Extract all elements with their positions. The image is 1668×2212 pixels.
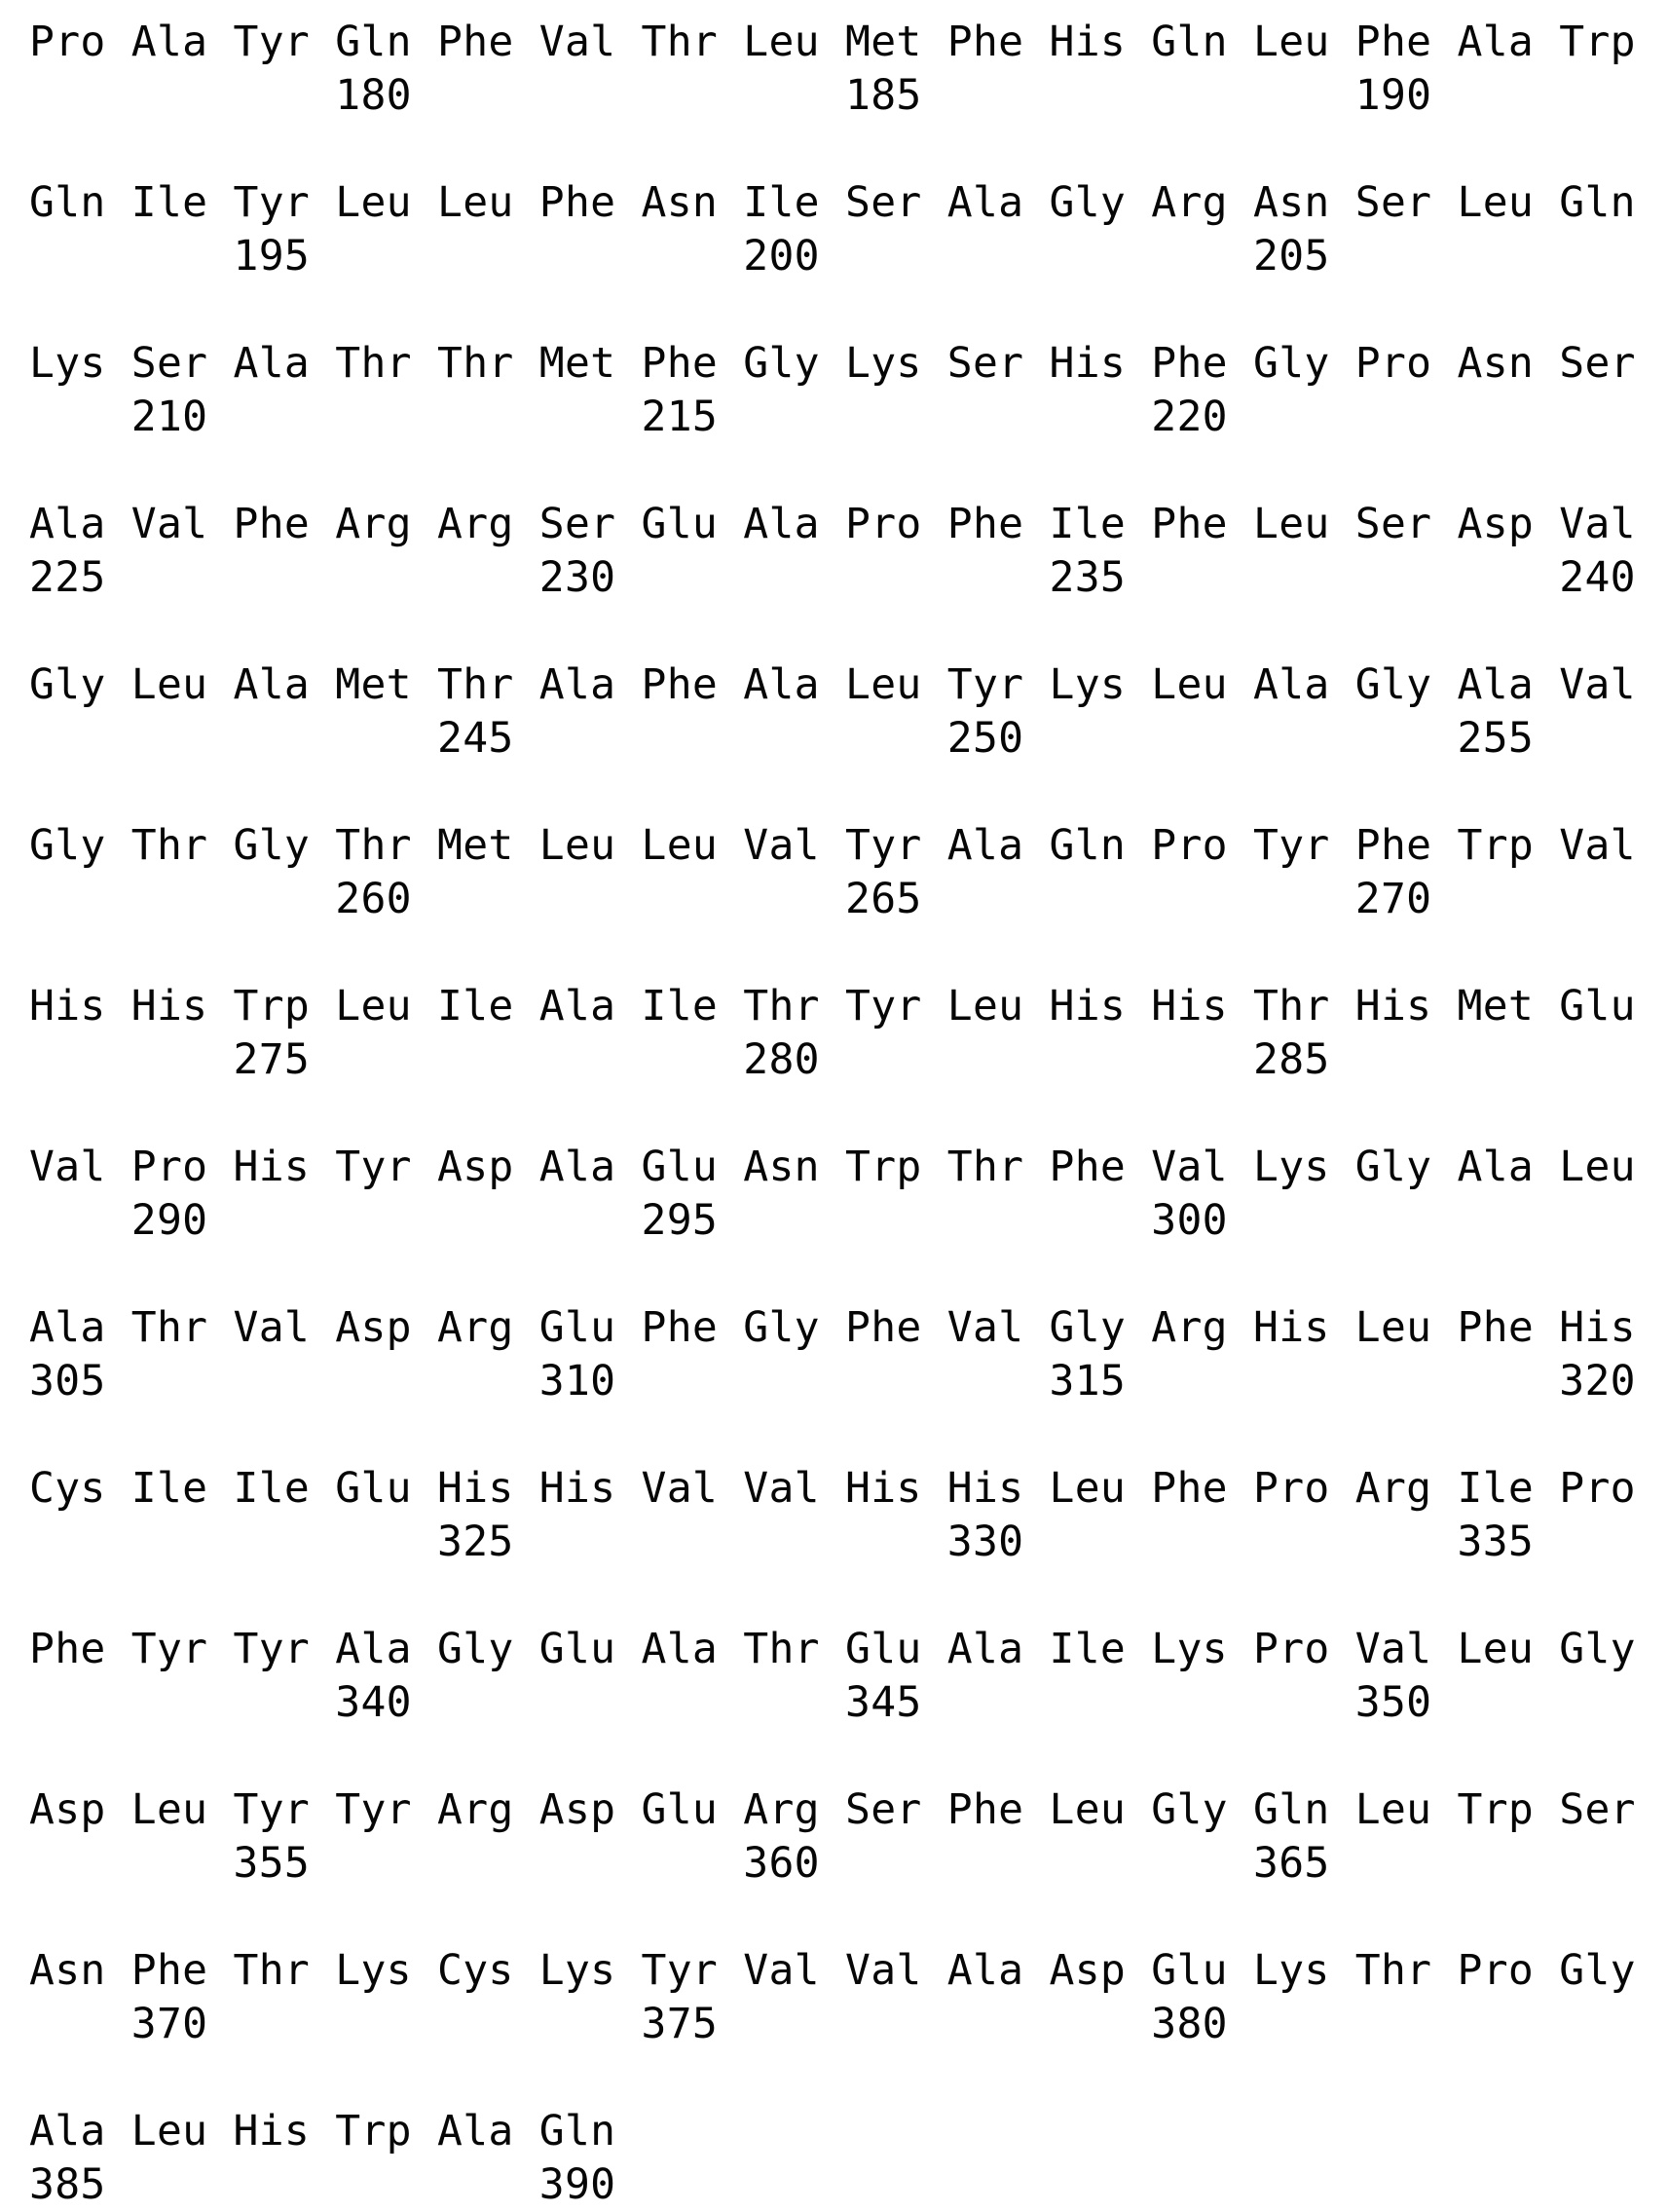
sequence-block [29, 1141, 1668, 1248]
sequence-listing [29, 16, 1668, 2212]
residue-line: His His Trp Leu Ile Ala Ile Thr Tyr Leu His His Thr His Met Glu [29, 982, 1636, 1031]
residue-line: Ala Val Phe Arg Arg Ser Glu Ala Pro Phe Ile Phe Leu Ser Asp Val [29, 500, 1636, 548]
residue-line: Pro Ala Tyr Gln Phe Val Thr Leu Met Phe His Gln Leu Phe Ala Trp [29, 18, 1636, 66]
residue-line: Gly Leu Ala Met Thr Ala Phe Ala Leu Tyr Lys Leu Ala Gly Ala Val [29, 660, 1636, 709]
residue-line: Asp Leu Tyr Tyr Arg Asp Glu Arg Ser Phe Leu Gly Gln Leu Trp Ser [29, 1785, 1636, 1834]
residue-line: Cys Ile Ile Glu His His Val Val His His Leu Phe Pro Arg Ile Pro [29, 1464, 1636, 1513]
sequence-block [29, 819, 1668, 926]
position-number-line: 225 230 235 240 [29, 553, 1636, 602]
sequence-block [29, 16, 1668, 123]
residue-line: Gln Ile Tyr Leu Leu Phe Asn Ile Ser Ala Gly Arg Asn Ser Leu Gln [29, 178, 1636, 227]
position-number-line: 260 265 270 [29, 875, 1432, 923]
position-number-line: 195 200 205 [29, 232, 1330, 281]
residue-line: Ala Thr Val Asp Arg Glu Phe Gly Phe Val Gly Arg His Leu Phe His [29, 1303, 1636, 1352]
residue-line: Asn Phe Thr Lys Cys Lys Tyr Val Val Ala Asp Glu Lys Thr Pro Gly [29, 1946, 1636, 1995]
position-number-line: 210 215 220 [29, 393, 1228, 441]
residue-line: Gly Thr Gly Thr Met Leu Leu Val Tyr Ala Gln Pro Tyr Phe Trp Val [29, 821, 1636, 870]
sequence-block [29, 1944, 1668, 2051]
residue-line: Ala Leu His Trp Ala Gln [29, 2107, 616, 2156]
residue-line: Val Pro His Tyr Asp Ala Glu Asn Trp Thr Phe Val Lys Gly Ala Leu [29, 1143, 1636, 1191]
position-number-line: 325 330 335 [29, 1518, 1535, 1566]
sequence-block [29, 176, 1668, 283]
sequence-block [29, 980, 1668, 1087]
position-number-line: 385 390 [29, 2160, 616, 2209]
position-number-line: 180 185 190 [29, 71, 1432, 120]
position-number-line: 355 360 365 [29, 1839, 1330, 1888]
sequence-block [29, 337, 1668, 444]
sequence-block [29, 658, 1668, 766]
sequence-block [29, 1783, 1668, 1891]
sequence-block [29, 2105, 1668, 2212]
sequence-block [29, 498, 1668, 605]
position-number-line: 290 295 300 [29, 1196, 1228, 1245]
position-number-line: 340 345 350 [29, 1678, 1432, 1727]
sequence-block [29, 1462, 1668, 1569]
position-number-line: 305 310 315 320 [29, 1357, 1636, 1406]
sequence-block [29, 1301, 1668, 1408]
sequence-block [29, 1623, 1668, 1730]
residue-line: Phe Tyr Tyr Ala Gly Glu Ala Thr Glu Ala Ile Lys Pro Val Leu Gly [29, 1625, 1636, 1673]
position-number-line: 275 280 285 [29, 1035, 1330, 1084]
position-number-line: 370 375 380 [29, 2000, 1228, 2048]
residue-line: Lys Ser Ala Thr Thr Met Phe Gly Lys Ser His Phe Gly Pro Asn Ser [29, 339, 1636, 388]
position-number-line: 245 250 255 [29, 714, 1535, 763]
